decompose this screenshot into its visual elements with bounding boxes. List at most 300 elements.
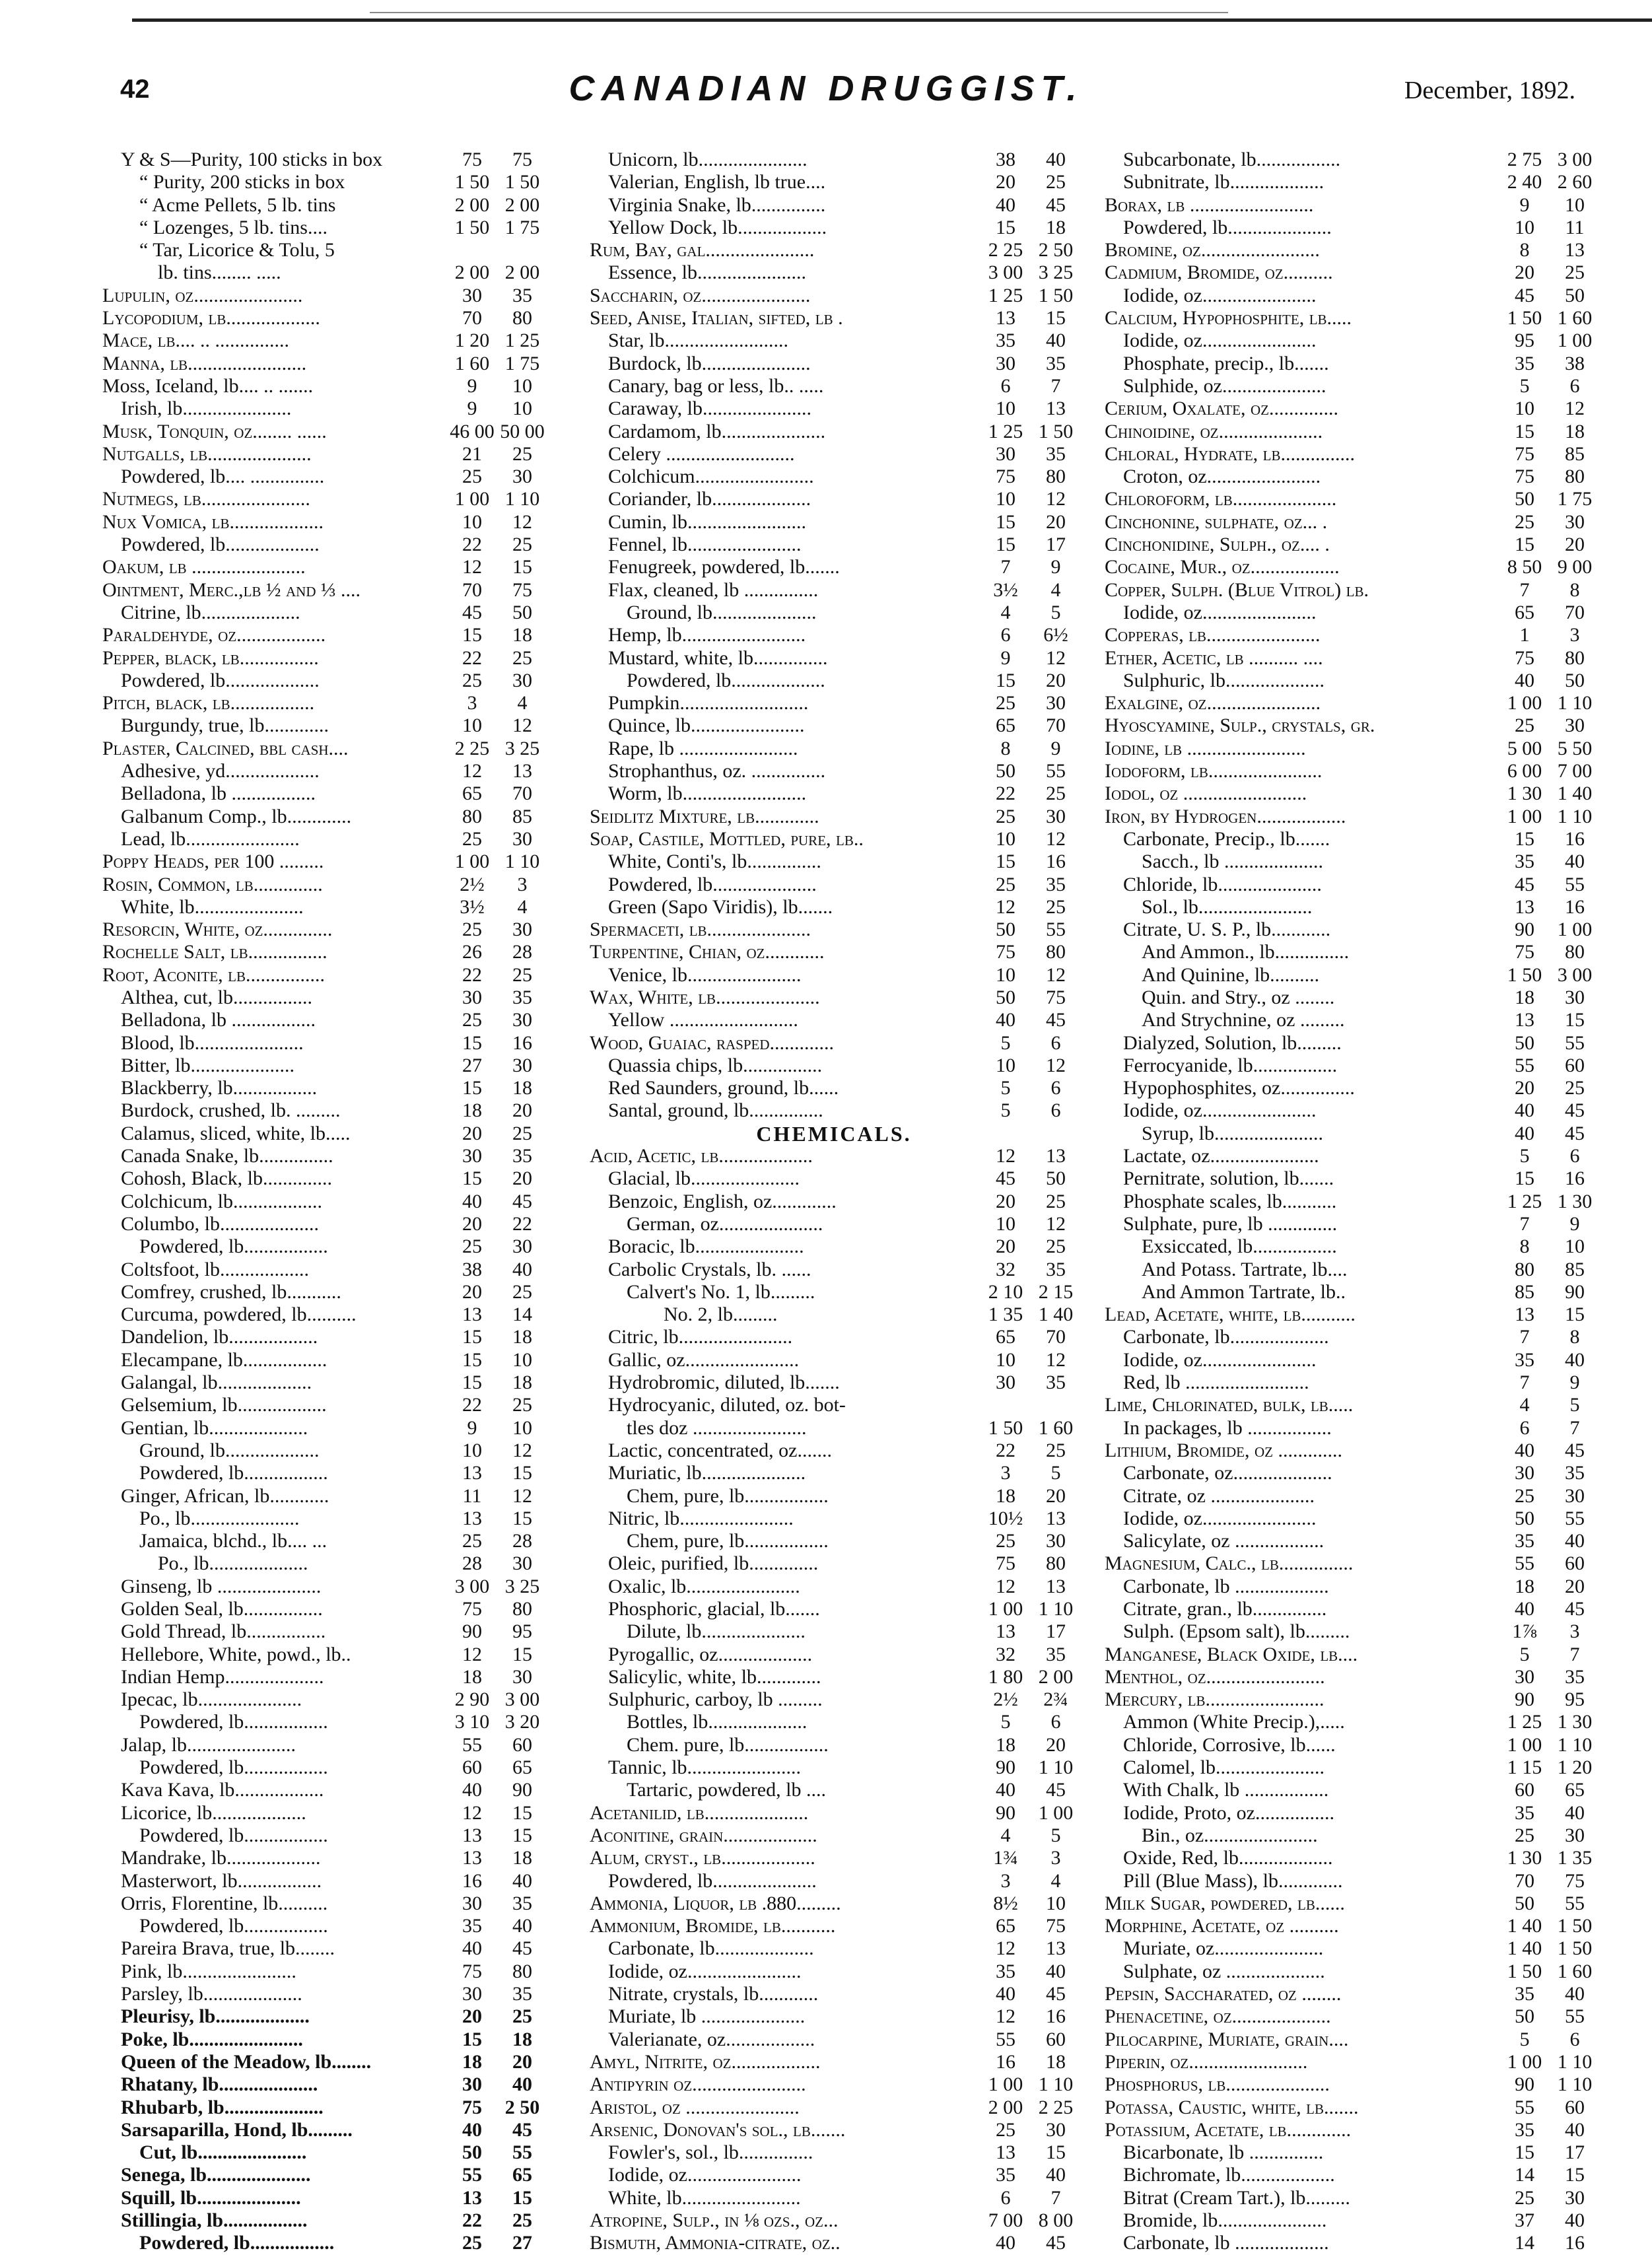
price-high: 85 [512, 805, 532, 827]
item-name: Stillingia, lb................. [121, 2209, 308, 2232]
price-row [590, 1552, 1078, 1575]
price-row [590, 2097, 1078, 2119]
price-high: 80 [512, 307, 532, 330]
price-low: 1 35 [988, 1303, 1023, 1326]
price-high: 25 [512, 1122, 532, 1144]
price-low: 2 00 [454, 193, 490, 216]
item-name: Rum, Bay, gal...................... [590, 239, 815, 261]
item-name: Root, Aconite, lb................ [102, 963, 325, 986]
price-high: 30 [512, 1235, 532, 1258]
price-high: 45 [1565, 1099, 1585, 1122]
price-high: 95 [512, 1620, 532, 1643]
price-high: 45 [512, 1190, 532, 1212]
price-row [590, 782, 1078, 805]
item-name: Carbonate, Precip., lb....... [1123, 827, 1330, 850]
section-heading-text: CHEMICALS. [756, 1121, 912, 1146]
price-low: 18 [462, 1665, 482, 1688]
price-high: 50 [1565, 284, 1585, 306]
price-row [590, 488, 1078, 510]
price-low: 12 [462, 1643, 482, 1665]
price-high: 28 [512, 1530, 532, 1552]
price-low: 15 [1515, 1167, 1534, 1190]
item-name: And Ammon Tartrate, lb.. [1142, 1280, 1346, 1303]
item-name: Iron, by Hydrogen.................. [1105, 805, 1346, 827]
item-name: Red Saunders, ground, lb...... [608, 1077, 839, 1099]
price-low: 1 50 [988, 1416, 1023, 1439]
price-high: 80 [1046, 466, 1066, 488]
item-name: Indian Hemp.................... [121, 1665, 324, 1688]
item-name: Columbo, lb.................... [121, 1212, 320, 1235]
price-row [590, 1394, 1078, 1416]
item-name: White, lb...................... [121, 895, 304, 918]
price-high: 30 [512, 1054, 532, 1076]
item-name: Seed, Anise, Italian, sifted, lb . [590, 307, 843, 330]
item-name: Bitter, lb..................... [121, 1054, 294, 1076]
price-low: 40 [462, 1779, 482, 1801]
price-row [1105, 964, 1593, 987]
price-row [102, 1259, 545, 1281]
price-high: 15 [512, 1824, 532, 1846]
price-high: 40 [1565, 1348, 1585, 1371]
price-high: 55 [1565, 1507, 1585, 1529]
item-name: Sarsaparilla, Hond, lb......... [121, 2118, 353, 2141]
price-row [1105, 1711, 1593, 1733]
section-heading [590, 1123, 1078, 1145]
price-row [590, 1756, 1078, 1779]
price-row [1105, 556, 1593, 578]
page-number: 42 [120, 75, 150, 104]
price-low: 1 50 [454, 216, 490, 238]
price-high: 2 50 [504, 2096, 540, 2118]
price-row [1105, 1326, 1593, 1348]
item-name: Canada Snake, lb............... [121, 1145, 333, 1167]
item-name: Milk Sugar, powdered, lb...... [1105, 1892, 1345, 1914]
price-row [1105, 1620, 1593, 1643]
price-row [1105, 1394, 1593, 1416]
price-row [590, 1281, 1078, 1303]
price-low: 12 [996, 1937, 1015, 1960]
item-name: Bitrat (Cream Tart.), lb......... [1123, 2186, 1350, 2209]
price-row [102, 1145, 545, 1167]
price-high: 10 [512, 1416, 532, 1439]
item-name: Mustard, white, lb............... [608, 646, 828, 669]
item-name: Pilocarpine, Muriate, grain.... [1105, 2028, 1349, 2050]
price-high: 5 [1050, 601, 1061, 623]
item-name: Cinchonine, sulphate, oz... . [1105, 510, 1328, 533]
price-low: 10 [996, 1054, 1015, 1076]
price-high: 20 [512, 1167, 532, 1190]
price-low: 3 00 [988, 261, 1023, 284]
item-name: Yellow .......................... [608, 1009, 798, 1031]
price-low: 25 [462, 2232, 482, 2254]
price-row [1105, 1779, 1593, 1801]
item-name: Sulphuric, lb.................... [1123, 669, 1325, 691]
item-name: Pill (Blue Mass), lb............. [1123, 1869, 1343, 1892]
price-row [1105, 1915, 1593, 1937]
price-low: 1 30 [1507, 782, 1542, 805]
price-low: 10 [996, 1212, 1015, 1235]
price-row [102, 1734, 545, 1756]
price-high: 12 [1565, 398, 1585, 420]
price-high: 95 [1565, 1688, 1585, 1711]
price-low: 21 [462, 442, 482, 465]
price-high: 10 [512, 1348, 532, 1371]
price-low: 1 00 [988, 2073, 1023, 2096]
price-row [590, 2029, 1078, 2051]
price-row [1105, 1303, 1593, 1326]
price-low: 1 25 [988, 420, 1023, 442]
price-high: 30 [1565, 510, 1585, 533]
price-low: 75 [462, 149, 482, 170]
item-name: Gold Thread, lb................ [121, 1620, 326, 1643]
price-high: 1 60 [1557, 307, 1593, 330]
price-row [590, 1915, 1078, 1937]
item-name: Acid, Acetic, lb................... [590, 1145, 813, 1167]
item-name: Irish, lb...................... [121, 398, 292, 420]
price-low: 20 [996, 1235, 1015, 1258]
price-low: 14 [1515, 2164, 1534, 2186]
item-name: German, oz..................... [627, 1212, 823, 1235]
item-name: Citrate, U. S. P., lb............ [1123, 919, 1331, 941]
price-row [590, 1779, 1078, 1801]
price-high: 1 30 [1557, 1711, 1593, 1733]
price-high: 13 [512, 760, 532, 782]
price-low: 12 [462, 1801, 482, 1824]
price-row [590, 1259, 1078, 1281]
price-high: 10 [512, 374, 532, 397]
price-high: 18 [512, 2028, 532, 2050]
price-high: 65 [1565, 1779, 1585, 1801]
price-high: 25 [1046, 782, 1066, 805]
price-low: 2 25 [988, 239, 1023, 261]
price-high: 45 [1565, 1598, 1585, 1620]
item-name: Fennel, lb....................... [608, 534, 802, 556]
item-name: Boracic, lb...................... [608, 1235, 804, 1258]
price-high: 35 [1046, 1258, 1066, 1280]
item-name: Mandrake, lb................... [121, 1847, 321, 1869]
price-high: 35 [512, 1145, 532, 1167]
price-low: 85 [1515, 1280, 1534, 1303]
price-high: 3 25 [504, 737, 540, 759]
price-low: 75 [996, 1552, 1015, 1575]
price-high: 6 [1050, 1031, 1061, 1054]
price-low: 18 [1515, 1575, 1534, 1597]
price-low: 2 25 [454, 737, 490, 759]
item-name: Burgundy, true, lb............. [121, 714, 329, 737]
price-row [102, 2097, 545, 2119]
price-row [1105, 1055, 1593, 1077]
price-row [102, 1576, 545, 1598]
price-row [1105, 647, 1593, 670]
price-high: 17 [1046, 1620, 1066, 1643]
price-low: 9 [1000, 646, 1011, 669]
price-row [102, 353, 545, 375]
price-row [1105, 307, 1593, 330]
price-low: 32 [996, 1643, 1015, 1665]
item-name: Potassium, Acetate, lb............. [1105, 2118, 1352, 2141]
price-row [102, 2209, 545, 2232]
item-name: Wax, White, lb..................... [590, 986, 820, 1008]
price-high: 11 [1565, 216, 1585, 238]
item-name: Pernitrate, solution, lb....... [1123, 1167, 1334, 1190]
price-high: 15 [1565, 1303, 1585, 1326]
price-low: 65 [996, 714, 1015, 737]
item-name: Ammon (White Precip.),..... [1123, 1711, 1345, 1733]
price-high: 80 [1046, 1552, 1066, 1575]
price-row [1105, 2209, 1593, 2232]
price-high: 9 [1050, 556, 1061, 578]
item-name: Hemp, lb......................... [608, 624, 806, 646]
price-high: 16 [1565, 827, 1585, 850]
item-name: Ginger, African, lb............ [121, 1484, 329, 1507]
price-high: 4 [1050, 1869, 1061, 1892]
price-row [1105, 1552, 1593, 1575]
price-low: 40 [1515, 1122, 1534, 1144]
price-high: 18 [512, 1371, 532, 1394]
item-name: Phosphate scales, lb........... [1123, 1190, 1337, 1212]
price-low: 25 [462, 1009, 482, 1031]
item-name: Copper, Sulph. (Blue Vitrol) lb. [1105, 578, 1369, 601]
price-row [102, 1235, 545, 1258]
price-low: 18 [462, 1099, 482, 1122]
price-row [590, 2164, 1078, 2186]
price-low: 1 25 [988, 284, 1023, 306]
price-low: 8 [1000, 737, 1011, 759]
item-name: Licorice, lb................... [121, 1801, 306, 1824]
price-row [102, 602, 545, 624]
price-low: 7 [1519, 1212, 1530, 1235]
item-name: “ Purity, 200 sticks in box [139, 171, 345, 193]
price-row [590, 2119, 1078, 2141]
price-row [590, 2187, 1078, 2209]
item-name: Sulphate, pure, lb .............. [1123, 1212, 1338, 1235]
item-name: Belladona, lb ................. [121, 782, 316, 805]
price-row [1105, 1802, 1593, 1824]
price-high: 1 10 [1557, 2073, 1593, 2096]
price-row [1105, 398, 1593, 420]
price-low: 20 [462, 1212, 482, 1235]
price-low: 15 [462, 1371, 482, 1394]
item-name: Iodide, oz....................... [1123, 1507, 1317, 1529]
price-high: 22 [512, 1212, 532, 1235]
price-high: 17 [1046, 534, 1066, 556]
price-row [102, 375, 545, 398]
item-name: Cinchonidine, Sulph., oz.... . [1105, 534, 1330, 556]
price-high: 9 [1050, 737, 1061, 759]
issue-date: December, 1892. [1404, 77, 1575, 104]
price-row [102, 1802, 545, 1824]
price-row [102, 1960, 545, 1983]
item-name: Pepsin, Saccharated, oz ........ [1105, 1983, 1342, 2005]
price-high: 3 20 [504, 1711, 540, 1733]
price-low: 15 [1515, 420, 1534, 442]
price-low: 16 [996, 2050, 1015, 2073]
price-high: 12 [512, 510, 532, 533]
price-row [1105, 149, 1593, 171]
price-low: 40 [1515, 1099, 1534, 1122]
price-low: 7 [1519, 578, 1530, 601]
price-row [590, 714, 1078, 737]
item-name: Dialyzed, Solution, lb......... [1123, 1031, 1342, 1054]
price-row [1105, 828, 1593, 850]
price-low: 13 [462, 1303, 482, 1326]
price-low: 25 [996, 873, 1015, 895]
item-name: Adhesive, yd................... [121, 760, 320, 782]
price-row [102, 2187, 545, 2209]
price-low: 40 [1515, 1598, 1534, 1620]
price-low: 40 [996, 1779, 1015, 1801]
price-row [1105, 782, 1593, 805]
price-low: 25 [1515, 1824, 1534, 1846]
price-high: 1 75 [504, 216, 540, 238]
price-low: 70 [462, 307, 482, 330]
item-name: Aristol, oz ....................... [590, 2096, 800, 2118]
price-row [590, 1213, 1078, 1235]
price-row [1105, 1123, 1593, 1145]
price-high: 70 [512, 782, 532, 805]
price-high: 30 [1046, 1530, 1066, 1552]
price-low: 9 [1519, 193, 1530, 216]
price-low: 20 [462, 1280, 482, 1303]
item-name: Carbonate, lb ................... [1123, 1575, 1329, 1597]
item-name: Rape, lb ........................ [608, 737, 798, 759]
item-name: White, lb........................ [608, 2186, 801, 2209]
price-row [590, 171, 1078, 193]
item-name: Rochelle Salt, lb................ [102, 941, 327, 963]
item-name: Phosphoric, glacial, lb....... [608, 1598, 820, 1620]
price-row [590, 2141, 1078, 2164]
price-high: 1 50 [1557, 1937, 1593, 1960]
item-name: Dandelion, lb.................. [121, 1326, 318, 1348]
price-row [590, 239, 1078, 261]
price-row [1105, 194, 1593, 217]
item-name: Pitch, black, lb................. [102, 692, 315, 714]
item-name: Calamus, sliced, white, lb..... [121, 1122, 351, 1144]
price-low: 22 [462, 646, 482, 669]
price-low: 8 [1519, 239, 1530, 261]
item-name: Chloral, Hydrate, lb............... [1105, 442, 1355, 465]
price-low: 60 [462, 1756, 482, 1779]
item-name: Red, lb ......................... [1123, 1371, 1309, 1394]
price-high: 55 [512, 2141, 532, 2164]
item-name: Alum, cryst., lb................... [590, 1847, 815, 1869]
price-low: 65 [996, 1326, 1015, 1348]
price-high: 12 [1046, 1348, 1066, 1371]
price-high: 6½ [1043, 624, 1068, 646]
price-low: 55 [462, 1733, 482, 1756]
price-row [590, 1417, 1078, 1440]
price-low: 50 [1515, 1507, 1534, 1529]
price-high: 8 [1569, 1326, 1580, 1348]
item-name: Carbonate, lb.................... [608, 1937, 814, 1960]
item-name: Curcuma, powdered, lb.......... [121, 1303, 357, 1326]
price-row [1105, 1688, 1593, 1711]
price-low: 13 [462, 1847, 482, 1869]
price-row [102, 1598, 545, 1620]
price-low: 2 40 [1507, 171, 1542, 193]
item-name: Hypophosphites, oz............... [1123, 1077, 1355, 1099]
item-name: Galbanum Comp., lb............. [121, 805, 352, 827]
price-low: 40 [996, 1983, 1015, 2005]
price-low: 12 [996, 1575, 1015, 1597]
price-high: 1 75 [1557, 488, 1593, 510]
price-low: 13 [462, 1462, 482, 1484]
price-high: 25 [512, 2005, 532, 2028]
price-high: 1 00 [1557, 919, 1593, 941]
price-low: 25 [996, 692, 1015, 714]
item-name: Bromide, lb...................... [1123, 2209, 1327, 2232]
item-name: Sulphate, oz .................... [1123, 1960, 1325, 1982]
price-high: 30 [1565, 1824, 1585, 1846]
price-low: 27 [462, 1054, 482, 1076]
item-name: Lactate, oz...................... [1123, 1145, 1319, 1167]
price-low: 55 [996, 2028, 1015, 2050]
item-name: Citric, lb....................... [608, 1326, 793, 1348]
price-row [102, 579, 545, 602]
item-name: Powdered, lb.... ............... [121, 466, 325, 488]
price-row [590, 1598, 1078, 1620]
price-low: 45 [1515, 873, 1534, 895]
price-low: 15 [996, 216, 1015, 238]
price-low: 3 [467, 692, 477, 714]
item-name: Seidlitz Mixture, lb............. [590, 805, 819, 827]
price-low: 75 [462, 1598, 482, 1620]
price-row [590, 1892, 1078, 1915]
price-high: 30 [1565, 986, 1585, 1008]
top-rule [132, 18, 1652, 22]
price-high: 7 00 [1557, 760, 1593, 782]
price-high: 35 [1046, 352, 1066, 374]
price-low: 25 [1515, 714, 1534, 737]
price-high: 45 [512, 1937, 532, 1960]
price-high: 60 [1565, 1054, 1585, 1076]
item-name: Powdered, lb................. [139, 1756, 328, 1779]
price-high: 18 [512, 624, 532, 646]
price-high: 30 [512, 1665, 532, 1688]
price-high: 1 10 [1038, 1756, 1074, 1779]
price-high: 15 [1046, 2141, 1066, 2164]
price-low: 5 [1519, 374, 1530, 397]
price-high: 3 00 [504, 1688, 540, 1711]
item-name: Iodide, oz....................... [608, 1960, 802, 1982]
item-name: Cerium, Oxalate, oz.............. [1105, 398, 1338, 420]
item-name: Sulphide, oz..................... [1123, 374, 1326, 397]
price-low: 25 [462, 1235, 482, 1258]
item-name: Resorcin, White, oz.............. [102, 919, 333, 941]
price-row [102, 1937, 545, 1960]
item-name: Phosphate, precip., lb....... [1123, 352, 1329, 374]
price-row [102, 2119, 545, 2141]
item-name: Exalgine, oz....................... [1105, 692, 1321, 714]
price-high: 55 [1565, 2005, 1585, 2028]
price-row [1105, 806, 1593, 828]
item-name: Cohosh, Black, lb.............. [121, 1167, 332, 1190]
price-low: 50 [996, 760, 1015, 782]
item-name: Quince, lb....................... [608, 714, 805, 737]
price-high: 1 00 [1038, 1801, 1074, 1824]
price-low: 15 [462, 1326, 482, 1348]
price-high: 25 [512, 646, 532, 669]
price-high: 55 [1565, 873, 1585, 895]
price-low: 1 00 [1507, 2050, 1542, 2073]
price-row [1105, 941, 1593, 963]
price-row [1105, 2073, 1593, 2096]
price-low: 1 40 [1507, 1915, 1542, 1937]
item-name: Iodide, Proto, oz................ [1123, 1801, 1334, 1824]
item-name: Nux Vomica, lb................... [102, 510, 324, 533]
price-low: 20 [996, 1190, 1015, 1212]
price-high: 45 [1565, 1122, 1585, 1144]
